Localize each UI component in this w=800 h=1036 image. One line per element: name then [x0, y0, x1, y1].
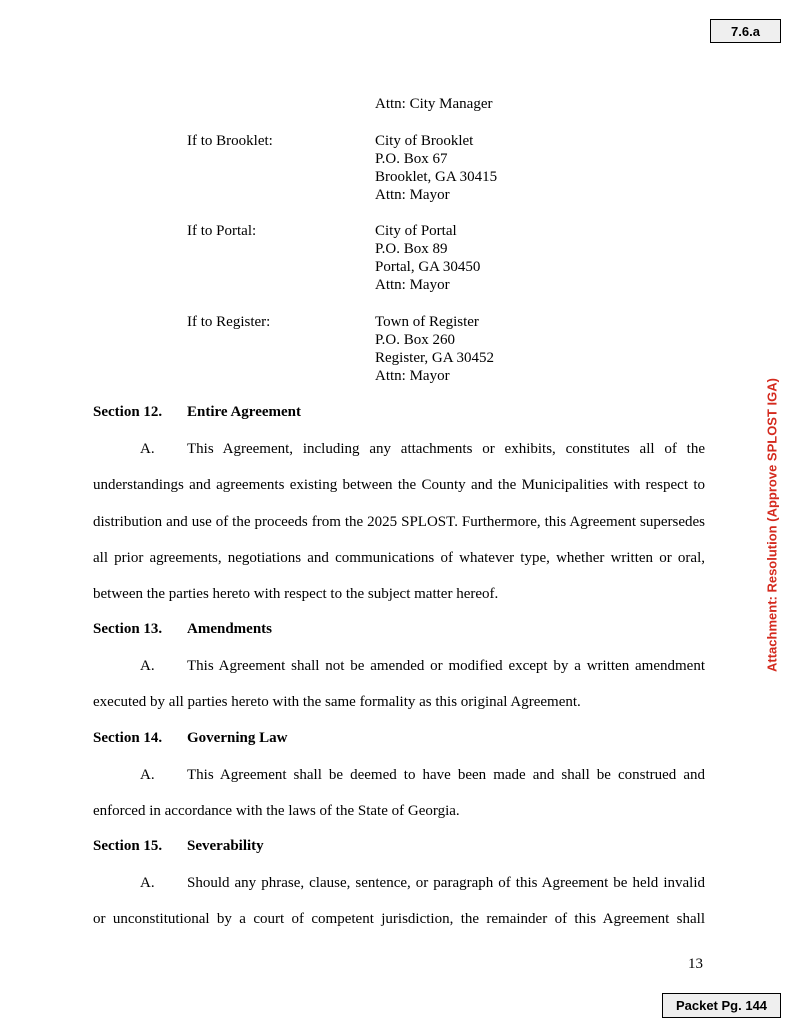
paragraph-text: This Agreement shall be deemed to have been made and shall be construed and enforced in accordance with the laws of the State of Georgia.: [93, 767, 705, 820]
address-label: If to Brooklet:: [187, 133, 273, 149]
attn-line: Attn: City Manager: [375, 96, 493, 112]
paragraph-marker: A.: [140, 767, 155, 783]
section-12-heading: [93, 404, 301, 421]
paragraph-text: This Agreement shall not be amended or modified except by a written amendment executed by all parties hereto with the same formality as this original Agreement.: [93, 658, 705, 711]
section-13-paragraph: [93, 648, 705, 721]
address-label: If to Portal:: [187, 223, 257, 239]
address-line: Brooklet, GA 30415: [375, 169, 498, 185]
page-number: 13: [688, 956, 703, 972]
paragraph-marker: A.: [140, 658, 155, 674]
paragraph-text: Should any phrase, clause, sentence, or paragraph of this Agreement be held invalid or unconstitutional by a court of competent jurisdiction, the remainder of this Agreement shall: [93, 875, 705, 928]
section-12-paragraph: [93, 431, 705, 612]
section-14-heading: [93, 730, 287, 747]
address-line: City of Brooklet: [375, 133, 474, 149]
section-13-heading: [93, 621, 272, 638]
address-line: Register, GA 30452: [375, 350, 494, 366]
packet-page-tag: Packet Pg. 144: [662, 993, 781, 1018]
address-line: Portal, GA 30450: [375, 259, 481, 275]
section-title: Severability: [187, 838, 264, 854]
address-line: Attn: Mayor: [375, 368, 450, 384]
section-title: Governing Law: [187, 730, 288, 746]
section-14-paragraph: [93, 757, 705, 830]
address-label: If to Register:: [187, 314, 271, 330]
section-15-heading: [93, 838, 264, 855]
section-title: Amendments: [187, 621, 272, 637]
section-number: Section 13.: [93, 621, 163, 637]
address-line: Town of Register: [375, 314, 479, 330]
paragraph-marker: A.: [140, 441, 155, 457]
section-15-paragraph: [93, 865, 705, 938]
paragraph-text: This Agreement, including any attachments or exhibits, constitutes all of the understandings and agreements existing between the County and the Municipalities with respect to distribution and use of the proceeds from the 2025 SPLOST. Furthermore, this Agreement supersedes all prior agreements, negotiations and communications of whatever type, whether written or oral, between the parties hereto with respect to the subject matter hereof.: [93, 441, 705, 603]
section-number: Section 12.: [93, 404, 163, 420]
address-line: P.O. Box 67: [375, 151, 448, 167]
paragraph-marker: A.: [140, 875, 155, 891]
section-title: Entire Agreement: [187, 404, 302, 420]
address-line: P.O. Box 260: [375, 332, 456, 348]
item-tag: 7.6.a: [710, 19, 781, 43]
address-line: Attn: Mayor: [375, 277, 450, 293]
attachment-side-label: Attachment: Resolution (Approve SPLOST IGA): [764, 378, 780, 672]
address-line: P.O. Box 89: [375, 241, 448, 257]
address-line: Attn: Mayor: [375, 187, 450, 203]
address-line: City of Portal: [375, 223, 457, 239]
section-number: Section 15.: [93, 838, 163, 854]
section-number: Section 14.: [93, 730, 163, 746]
